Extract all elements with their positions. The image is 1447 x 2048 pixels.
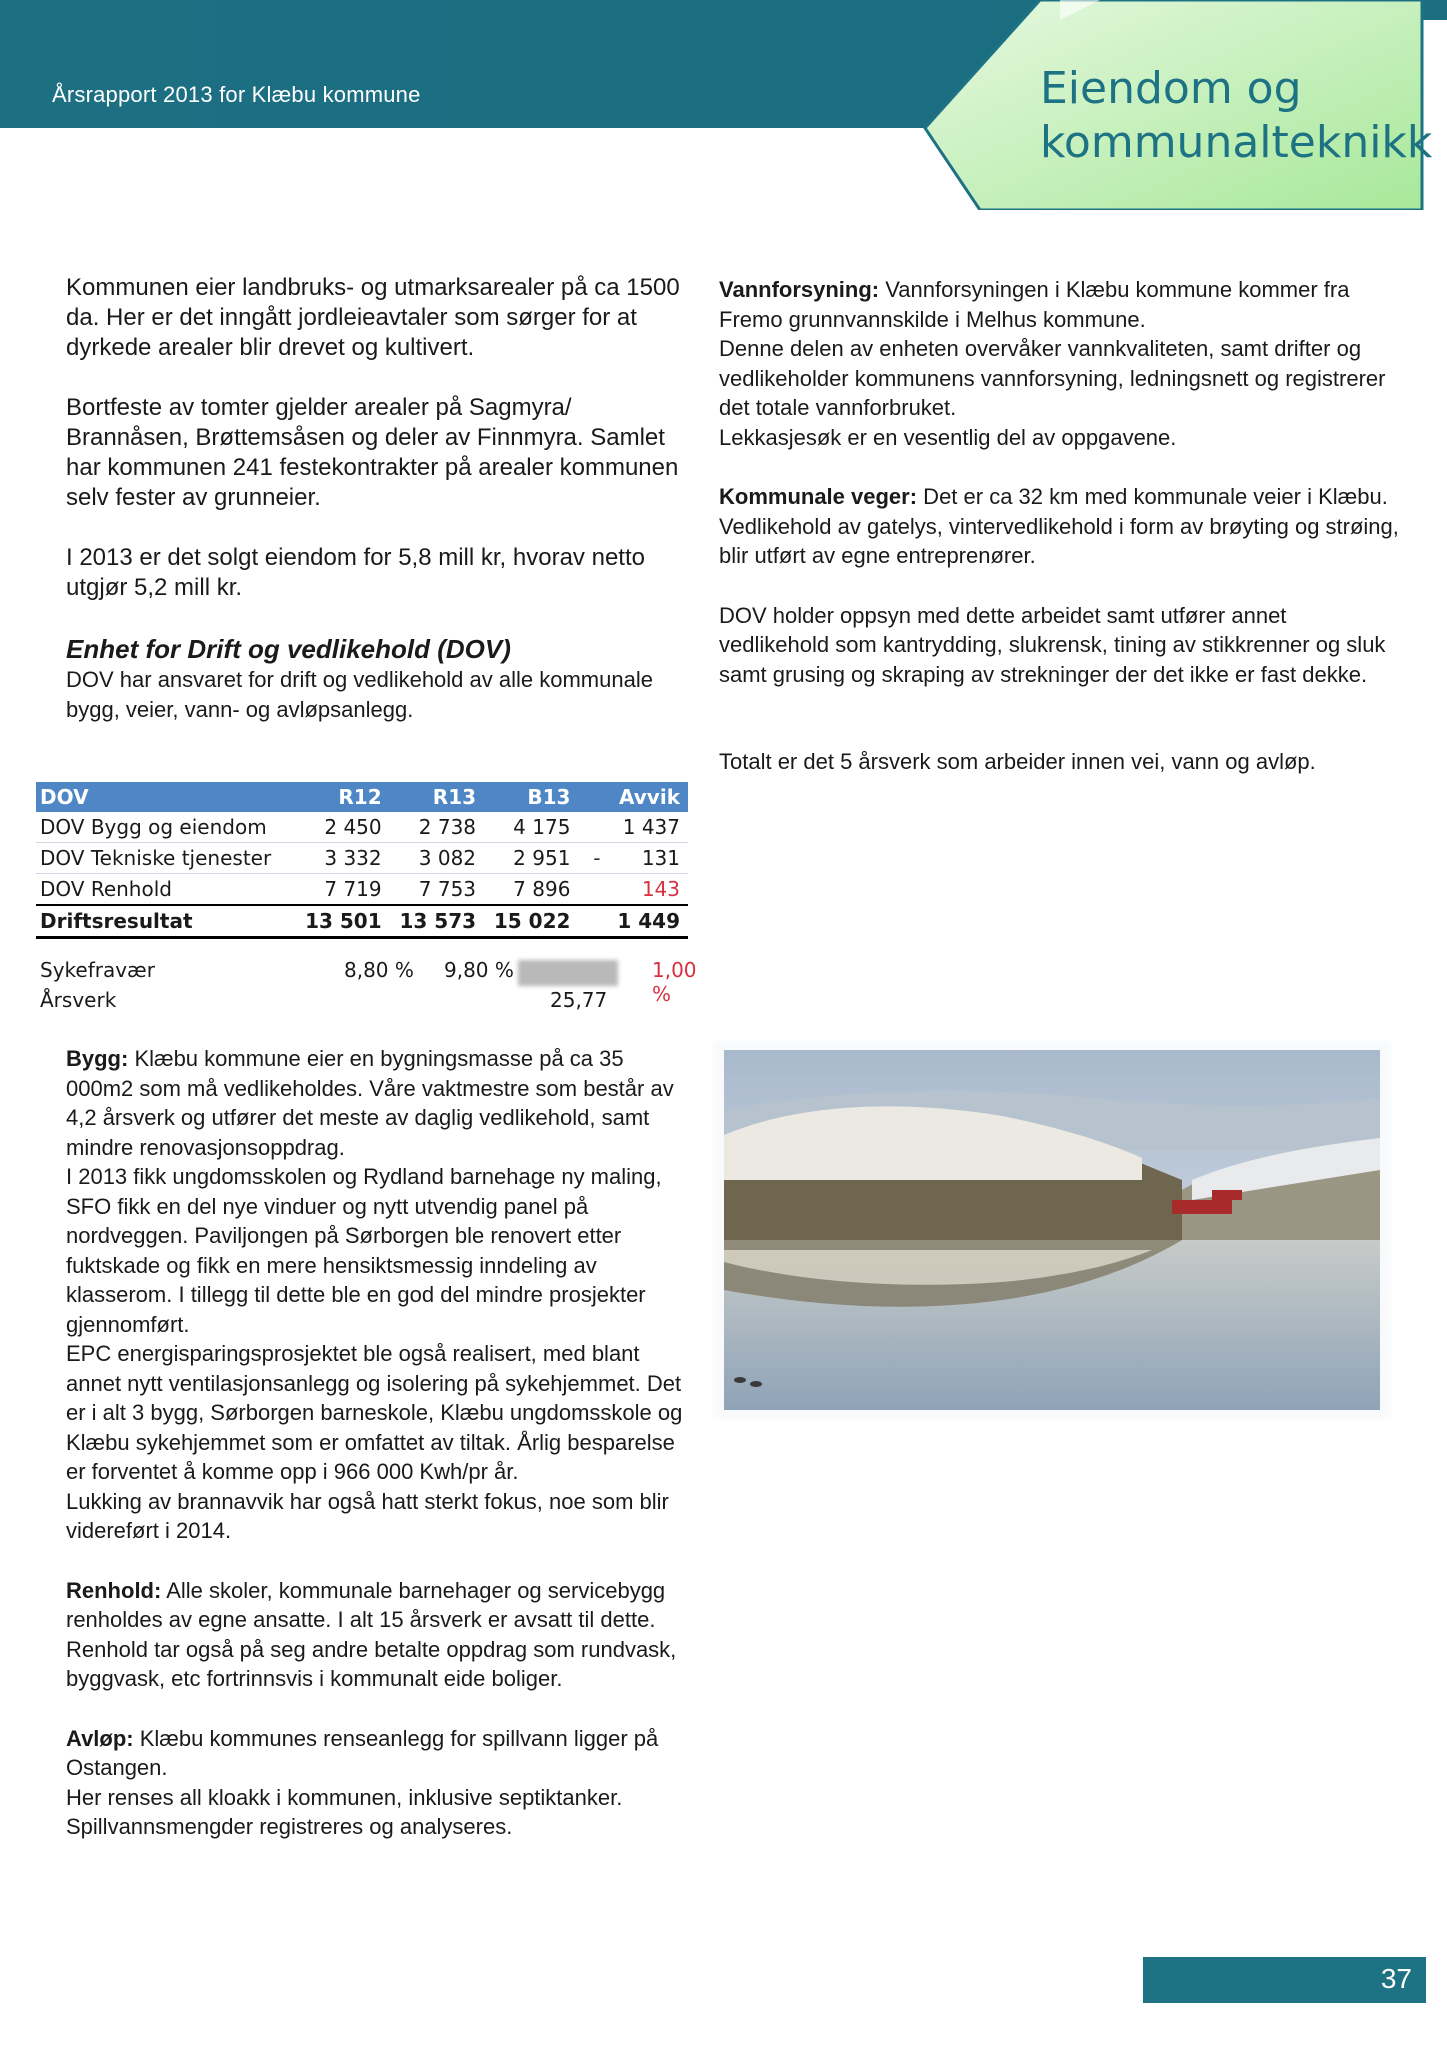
table-header-cell: [578, 782, 608, 812]
winter-lake-photo: [712, 1040, 1392, 1420]
cell-sign: [578, 905, 608, 938]
renhold-label: Renhold:: [66, 1577, 162, 1603]
table-row: [36, 874, 688, 906]
renhold-text: Alle skoler, kommunale barnehager og servicebygg renholdes av egne ansatte. I alt 15 årsverk er avsatt til dette. Renhold tar også på seg andre betalte oppdrag som rundvask, byggvask, etc fortrinnsvis i kommunalt eide boliger.: [66, 1577, 677, 1691]
table-total-row: [36, 905, 688, 938]
left-column-lower: [66, 1044, 686, 1842]
sykefravaer-label: Sykefravær: [40, 958, 155, 982]
report-title: Årsrapport 2013 for Klæbu kommune: [52, 82, 421, 107]
cell-b13: 2 951: [484, 843, 578, 874]
avlop-text: Klæbu kommunes renseanlegg for spillvann ligger på Ostangen.: [66, 1725, 659, 1780]
cell-sign: [578, 874, 608, 906]
page-number-box: [1143, 1957, 1426, 2003]
cell-avvik: 1 437: [608, 812, 688, 843]
dov-heading: Enhet for Drift og vedlikehold (DOV): [66, 634, 511, 664]
sykefravaer-r12: 8,80 %: [344, 958, 414, 982]
vann-label: Vannforsyning:: [719, 277, 880, 302]
cell-r13: 2 738: [390, 812, 484, 843]
veg-label: Kommunale veger:: [719, 484, 918, 509]
paragraph-bortfeste: Bortfeste av tomter gjelder arealer på Sagmyra/ Brannåsen, Brøttemsåsen og deler av Finnmyra. Samlet har kommunen 241 festekontrakter på arealer kommunen selv fester av grunneier.: [66, 394, 679, 511]
table-row: [36, 843, 688, 874]
cell-r12: 2 450: [295, 812, 389, 843]
section-title-line2: kommunalteknikk: [1040, 117, 1433, 168]
table-row: [36, 812, 688, 843]
cell-r12: 13 501: [295, 905, 389, 938]
cell-avvik: 1 449: [608, 905, 688, 938]
cell-r13: 13 573: [390, 905, 484, 938]
paragraph-bygg-3: EPC energisparingsprosjektet ble også realisert, med blant annet nytt ventilasjonsanlegg og isolering på sykehjemmet. Det er i alt 3 bygg, Sørborgen barneskole, Klæbu ungdomsskole og Klæbu sykehjemmet som er omfattet av tiltak. Årlig besparelse er forventet å komme opp i 966 000 Kwh/pr år.: [66, 1341, 683, 1484]
paragraph-renhold: [66, 1576, 686, 1694]
cell-sign: -: [578, 843, 608, 874]
cell-b13: 7 896: [484, 874, 578, 906]
section-title-line1: Eiendom og: [1040, 63, 1302, 114]
paragraph-vann-3: Lekkasjesøk er en vesentlig del av oppgavene.: [719, 424, 1177, 450]
dov-table: [36, 782, 688, 939]
cell-r12: 7 719: [295, 874, 389, 906]
table-header-cell: DOV: [36, 782, 295, 812]
cell-r13: 3 082: [390, 843, 484, 874]
cell-b13: 4 175: [484, 812, 578, 843]
section-title: [1040, 62, 1440, 170]
right-column: [719, 275, 1399, 777]
cell-sign: [578, 812, 608, 843]
paragraph-bygg-4: Lukking av brannavvik har også hatt sterkt fokus, noe som blir videreført i 2014.: [66, 1488, 669, 1543]
paragraph-avlop: [66, 1724, 686, 1783]
arsverk-label: Årsverk: [40, 988, 117, 1012]
bygg-label: Bygg:: [66, 1046, 129, 1071]
cell-r13: 7 753: [390, 874, 484, 906]
cell-r12: 3 332: [295, 843, 389, 874]
dov-extra-stats: [36, 958, 697, 1018]
paragraph-dov-holder: DOV holder oppsyn med dette arbeidet samt utfører annet vedlikehold som kantrydding, slukrensk, tining av stikkrenner og sluk samt grusing og skraping av strekninger der det ikke er fast dekke.: [719, 602, 1386, 687]
veg-text: Det er ca 32 km med kommunale veier i Klæbu. Vedlikehold av gatelys, vintervedlikehold i form av brøyting og strøing, blir utført av egne entreprenører.: [719, 484, 1399, 568]
vann-text: Vannforsyningen i Klæbu kommune kommer fra Fremo grunnvannskilde i Melhus kommune.: [719, 277, 1350, 332]
table-header-cell: R12: [295, 782, 389, 812]
table-header-cell: B13: [484, 782, 578, 812]
cell-b13: 15 022: [484, 905, 578, 938]
arsverk-b13: 25,77: [550, 988, 608, 1012]
page-number: 37: [1380, 1963, 1412, 1994]
cell-avvik: 143: [608, 874, 688, 906]
cell-avvik: 131: [608, 843, 688, 874]
arsverk-row: [36, 988, 688, 1018]
paragraph-totalt: Totalt er det 5 årsverk som arbeider innen vei, vann og avløp.: [719, 749, 1316, 774]
row-label: Driftsresultat: [36, 905, 295, 938]
paragraph-veger: [719, 482, 1399, 571]
table-header-cell: R13: [390, 782, 484, 812]
paragraph-landbruk: Kommunen eier landbruks- og utmarksarealer på ca 1500 da. Her er det inngått jordleieavtaler som sørger for at dyrkede arealer blir drevet og kultivert.: [66, 274, 680, 361]
table-header-cell: Avvik: [608, 782, 688, 812]
paragraph-bygg-2: I 2013 fikk ungdomsskolen og Rydland barnehage ny maling, SFO fikk en del nye vinduer og nytt utvendig panel på nordveggen. Paviljongen på Sørborgen ble renovert etter fuktskade og fikk en mere hensiktsmessig inndeling av klasserom. I tillegg til dette ble en god del mindre prosjekter gjennomført.: [66, 1164, 662, 1337]
avlop-label: Avløp:: [66, 1725, 134, 1751]
paragraph-avlop-2: Her renses all kloakk i kommunen, inklusive septiktanker. Spillvannsmengder registreres og analyseres.: [66, 1784, 623, 1839]
row-label: DOV Renhold: [36, 874, 295, 906]
paragraph-salg: I 2013 er det solgt eiendom for 5,8 mill kr, hvorav netto utgjør 5,2 mill kr.: [66, 544, 645, 601]
left-column-upper: [66, 273, 686, 724]
bygg-text: Klæbu kommune eier en bygningsmasse på ca 35 000m2 som må vedlikeholdes. Våre vaktmestre som består av 4,2 årsverk og utfører det meste av daglig vedlikehold, samt mindre renovasjonsoppdrag.: [66, 1046, 674, 1160]
paragraph-bygg: [66, 1044, 686, 1162]
row-label: DOV Bygg og eiendom: [36, 812, 295, 843]
dov-intro: DOV har ansvaret for drift og vedlikehold av alle kommunale bygg, veier, vann- og avløpsanlegg.: [66, 667, 653, 722]
row-label: DOV Tekniske tjenester: [36, 843, 295, 874]
paragraph-vannforsyning: [719, 275, 1399, 334]
paragraph-vann-2: Denne delen av enheten overvåker vannkvaliteten, samt drifter og vedlikeholder kommunens vannforsyning, ledningsnett og registrerer det totale vannforbruket.: [719, 336, 1386, 420]
table-header-row: [36, 782, 688, 812]
redacted-value: [518, 960, 618, 986]
sykefravaer-avvik: 1,00 %: [652, 958, 697, 1006]
sykefravaer-r13: 9,80 %: [444, 958, 514, 982]
